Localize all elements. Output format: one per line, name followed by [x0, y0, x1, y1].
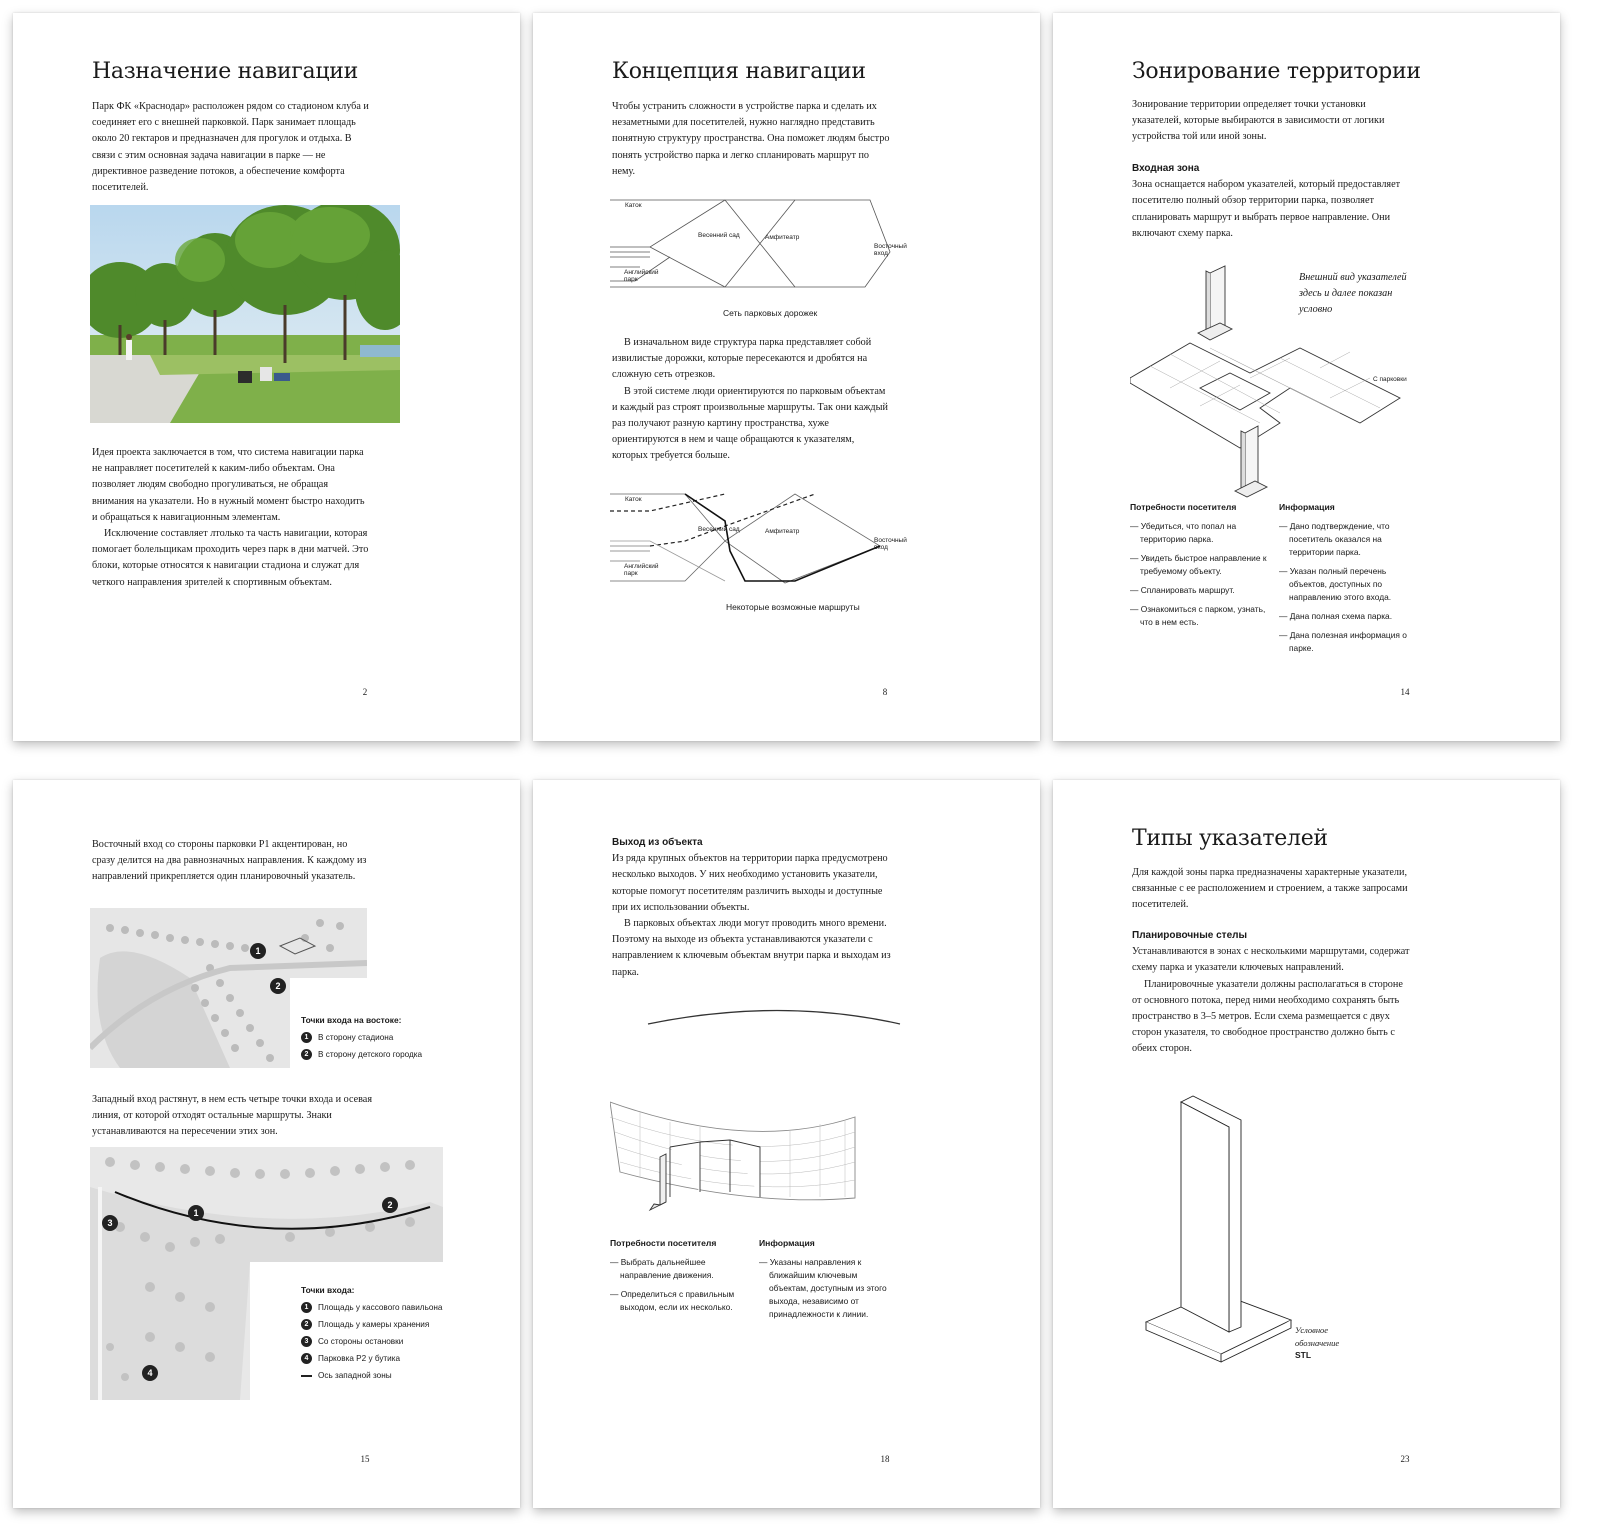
list-item: — Ознакомиться с парком, узнать, что в нем есть.	[1130, 604, 1266, 627]
page-8	[533, 13, 1040, 741]
column-heading: Информация	[759, 1238, 815, 1248]
conditional-view-note: Внешний вид указателей здесь и далее показан условно	[1299, 272, 1407, 315]
legend-label: Площадь у кассового павильона	[318, 1303, 443, 1312]
stele-illustration	[1141, 1092, 1321, 1372]
legend-row	[301, 1350, 442, 1367]
page-number: 14	[1400, 687, 1410, 697]
list-item: — Определиться с правильным выходом, если их несколько.	[610, 1289, 735, 1312]
column-heading: Потребности посетителя	[1130, 502, 1237, 512]
page-number: 15	[360, 1454, 370, 1464]
legend-label: В сторону детского городка	[318, 1050, 423, 1059]
list-item: — Указаны направления к ближайшим ключевым объектам, доступным из этого выхода, независимо от принадлежности к линии.	[759, 1257, 887, 1319]
page-title: Назначение навигации	[92, 59, 358, 84]
axis-line-icon	[301, 1375, 312, 1377]
page-title: Зонирование территории	[1132, 59, 1421, 84]
legend-label: Площадь у камеры хранения	[318, 1320, 430, 1329]
list-item: — Спланировать маршрут.	[1130, 585, 1235, 595]
paragraph: В этой системе люди ориентируются по парковым объектам и каждый раз строят произвольные маршруты. Так они каждый раз получают разную картину пространства, хуже ориентируются в нем и чаще обращаются к указателям, которых требуется больше.	[612, 385, 888, 462]
map-point-3: 3	[102, 1215, 118, 1231]
page-number: 23	[1400, 1454, 1410, 1464]
exit-text	[612, 835, 892, 981]
visitor-needs-column	[610, 1237, 745, 1320]
page-14	[1053, 13, 1560, 741]
paragraph: Идея проекта заключается в том, что система навигации парка не направляет посетителей к каким-либо объектам. Она позволяет людям свободно прогуливаться, не обращая внимания на указатели. Но в нужный момент быстро находить и обращаться к навигационным элементам.	[92, 447, 365, 523]
intro-paragraph: Парк ФК «Краснодар» расположен рядом со стадионом клуба и соединяет его с внешней парковкой. Парк занимает площадь около 20 гектаров и предназначен для прогулок и отдыха. В связи с этим основная задача навигации в парке — не директивное разведение потоков, а обеспечение комфорта посетителей.	[92, 101, 369, 194]
list-item: — Указан полный перечень объектов, доступных по направлению этого входа.	[1279, 566, 1392, 602]
west-entrance-text	[92, 1092, 372, 1141]
paragraph: Зона оснащается набором указателей, который предоставляет посетителю полный обзор территории парка, позволяет спланировать маршрут и выбрать первое направление. Они включают схему парка.	[1132, 179, 1401, 239]
paragraph: В изначальном виде структура парка представляет собой извилистые дорожки, которые пересекаются и дробятся на сложную сеть отрезков.	[612, 337, 872, 381]
paragraph: Из ряда крупных объектов на территории парка предусмотрено несколько выходов. У них необходимо установить указатели, которые помогут посетителям различить выходы и доступные при их использовании объекты.	[612, 853, 888, 913]
paragraph: В парковых объектах люди могут проводить много времени. Поэтому на выходе из объекта устанавливаются указатели с направлением к ключевым объектам внутри парка и выходам из парка.	[612, 918, 891, 978]
list-item: — Выбрать дальнейшее направление движения.	[610, 1257, 714, 1280]
body-text	[612, 335, 892, 465]
visitor-needs-column	[1130, 501, 1275, 635]
legend-title: Точки входа:	[301, 1285, 355, 1295]
list-item: — Дана полезная информация о парке.	[1279, 630, 1407, 653]
intro-text	[92, 99, 372, 196]
legend-row-axis	[301, 1367, 442, 1384]
diagram-caption: Сеть парковых дорожек	[723, 308, 818, 318]
number-marker-icon: 2	[301, 1049, 312, 1060]
paragraph: Устанавливаются в зонах с несколькими маршрутами, содержат схему парка и указатели ключевых направлений.	[1132, 946, 1410, 974]
number-marker-icon: 4	[301, 1353, 312, 1364]
label-english-park: Английский парк	[624, 563, 659, 577]
entry-zone-text	[1132, 161, 1412, 242]
page-2	[13, 13, 520, 741]
page-title: Типы указателей	[1132, 826, 1328, 851]
subheading: Входная зона	[1132, 163, 1200, 174]
subheading: Планировочные стелы	[1132, 930, 1248, 941]
legend-label: В сторону стадиона	[318, 1033, 394, 1042]
legend-title: Точки входа на востоке:	[301, 1015, 402, 1025]
label-east-entrance: Восточный вход	[874, 537, 907, 551]
map-point-1: 1	[250, 943, 266, 959]
legend-row	[301, 1299, 442, 1316]
label-amphitheatre: Амфитеатр	[765, 234, 800, 241]
label-from-parking: С парковки	[1373, 376, 1407, 383]
path-network-diagram	[610, 197, 910, 307]
page-number: 2	[362, 687, 368, 697]
intro-paragraph: Для каждой зоны парка предназначены характерные указатели, связанные с ее расположением и строением, а также запросами посетителей.	[1132, 867, 1408, 911]
planning-stele-text	[1132, 928, 1412, 1058]
symbol-note: Условное обозначение	[1295, 1325, 1340, 1348]
paragraph: Исключение составляет лтолько та часть навигации, которая помогает болельщикам проходить через парк в дни матчей. Это блоки, которые относятся к навигации стадиона и служат для четкого направления зрителей к спортивным объектам.	[92, 528, 369, 588]
list-item: — Дано подтверждение, что посетитель оказался на территории парка.	[1279, 521, 1390, 557]
column-heading: Потребности посетителя	[610, 1238, 717, 1248]
list-item: — Убедиться, что попал на территорию парка.	[1130, 521, 1237, 544]
map-point-2: 2	[270, 978, 286, 994]
page-15	[13, 780, 520, 1508]
label-spring-garden: Весенний сад	[698, 232, 740, 239]
intro-text	[1132, 97, 1412, 146]
west-entry-legend	[301, 1282, 442, 1384]
legend-label: Со стороны остановки	[318, 1337, 404, 1346]
label-east-entrance: Восточный вход	[874, 243, 907, 257]
east-entry-legend	[301, 1012, 422, 1063]
map-point-2: 2	[382, 1197, 398, 1213]
legend-label: Парковка Р2 у бутика	[318, 1354, 401, 1363]
page-23	[1053, 780, 1560, 1508]
information-column	[1279, 501, 1414, 661]
page-18	[533, 780, 1040, 1508]
body-text	[92, 445, 372, 591]
paragraph: Западный вход растянут, в нем есть четыре точки входа и осевая линия, от которой отходят остальные маршруты. Знаки устанавливаются на пересечении этих зон.	[92, 1094, 373, 1138]
page-number: 18	[880, 1454, 890, 1464]
legend-row	[301, 1333, 442, 1350]
column-heading: Информация	[1279, 502, 1335, 512]
list-item: — Дана полная схема парка.	[1279, 611, 1393, 621]
diagram-caption: Некоторые возможные маршруты	[726, 602, 860, 612]
stele-code: STL	[1295, 1350, 1312, 1360]
intro-text	[612, 99, 892, 180]
map-point-4: 4	[142, 1365, 158, 1381]
park-photo	[90, 205, 400, 423]
intro-paragraph: Зонирование территории определяет точки установки указателей, которые выбираются в зависимости от логики устройства той или иной зоны.	[1132, 99, 1385, 143]
intro-text	[92, 837, 372, 886]
page-number: 8	[882, 687, 888, 697]
legend-row	[301, 1316, 442, 1333]
intro-paragraph: Восточный вход со стороны парковки Р1 акцентирован, но сразу делится на два равнозначных направления. К каждому из направлений прикрепляется один планировочный указатель.	[92, 839, 367, 883]
number-marker-icon: 1	[301, 1032, 312, 1043]
intro-text	[1132, 865, 1412, 914]
number-marker-icon: 1	[301, 1302, 312, 1313]
legend-row	[301, 1046, 422, 1063]
label-amphitheatre: Амфитеатр	[765, 528, 800, 535]
legend-row	[301, 1029, 422, 1046]
intro-paragraph: Чтобы устранить сложности в устройстве парка и сделать их незаметными для посетителей, нужно наглядно представить понятную структуру пространства. Она поможет людям быстро понять устройство парка и легко спланировать маршрут по нему.	[612, 101, 890, 177]
information-column	[759, 1237, 894, 1327]
label-rink: Каток	[625, 496, 642, 503]
label-rink: Каток	[625, 202, 642, 209]
routes-diagram	[610, 491, 910, 601]
number-marker-icon: 2	[301, 1319, 312, 1330]
subheading: Выход из объекта	[612, 837, 703, 848]
legend-label: Ось западной зоны	[318, 1371, 392, 1380]
exit-illustration	[610, 1002, 910, 1232]
paragraph: Планировочные указатели должны располагаться в стороне от основного потока, перед ними необходимо сохранять быть пространство в 3–5 метров. Если схема размещается с двух сторон указателя, то свободное пространство должно быть с обеих сторон.	[1132, 978, 1403, 1055]
list-item: — Увидеть быстрое направление к требуемому объекту.	[1130, 553, 1267, 576]
map-point-1: 1	[188, 1205, 204, 1221]
label-english-park: Английский парк	[624, 269, 659, 283]
number-marker-icon: 3	[301, 1336, 312, 1347]
page-title: Концепция навигации	[612, 59, 866, 84]
label-spring-garden: Весенний сад	[698, 526, 740, 533]
